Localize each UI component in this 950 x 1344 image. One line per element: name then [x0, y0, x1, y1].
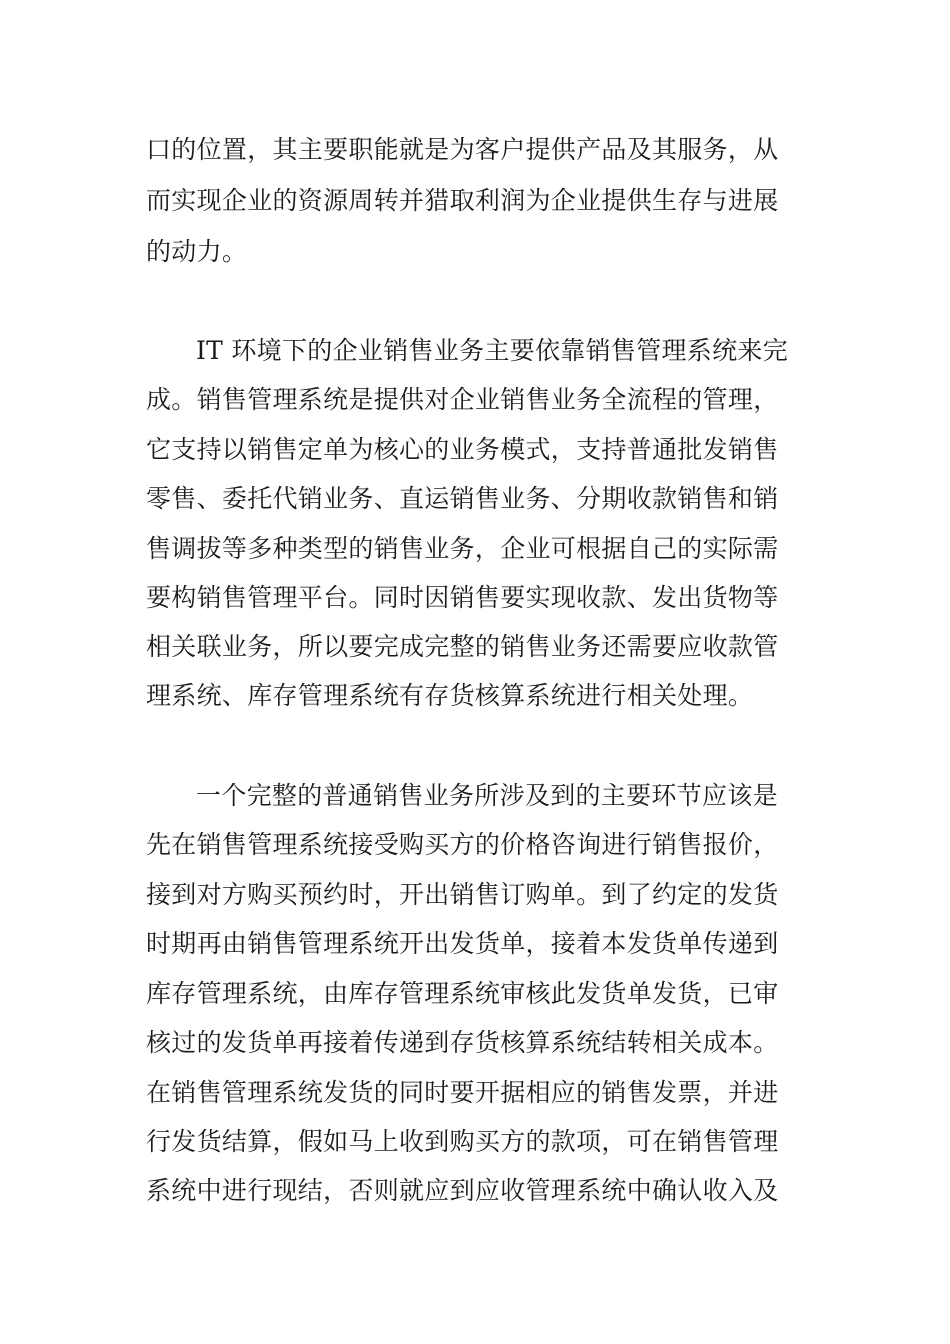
paragraph-line: 售调拔等多种类型的销售业务，企业可根据自己的实际需: [146, 534, 779, 563]
paragraph-line: 它支持以销售定单为核心的业务模式，支持普通批发销售: [146, 435, 779, 464]
paragraph-line: 口的位置，其主要职能就是为客户提供产品及其服务，从: [146, 135, 779, 164]
paragraph-line: 成。销售管理系统是提供对企业销售业务全流程的管理，: [146, 385, 779, 414]
paragraph-line: 系统中进行现结，否则就应到应收管理系统中确认收入及: [146, 1176, 779, 1205]
paragraph-line: 的动力。: [146, 237, 248, 266]
paragraph-line: 在销售管理系统发货的同时要开据相应的销售发票，并进: [146, 1078, 779, 1107]
paragraph-line: 核过的发货单再接着传递到存货核算系统结转相关成本。: [146, 1028, 779, 1057]
paragraph-line: 零售、委托代销业务、直运销售业务、分期收款销售和销: [146, 484, 779, 513]
paragraph-line: 理系统、库存管理系统有存货核算系统进行相关处理。: [146, 681, 754, 710]
paragraph-line: 而实现企业的资源周转并猎取利润为企业提供生存与进展: [146, 186, 779, 215]
paragraph-line: 库存管理系统，由库存管理系统审核此发货单发货，已审: [146, 979, 779, 1008]
paragraph-line: 接到对方购买预约时，开出销售订购单。到了约定的发货: [146, 880, 779, 909]
paragraph-line: IT 环境下的企业销售业务主要依靠销售管理系统来完: [196, 336, 788, 365]
paragraph-line: 相关联业务，所以要完成完整的销售业务还需要应收款管: [146, 632, 779, 661]
paragraph-line: 一个完整的普通销售业务所涉及到的主要环节应该是: [196, 781, 778, 810]
paragraph-line: 行发货结算，假如马上收到购买方的款项，可在销售管理: [146, 1127, 779, 1156]
paragraph-line: 要构销售管理平台。同时因销售要实现收款、发出货物等: [146, 583, 779, 612]
paragraph-line: 先在销售管理系统接受购买方的价格咨询进行销售报价，: [146, 830, 779, 859]
paragraph-line: 时期再由销售管理系统开出发货单，接着本发货单传递到: [146, 929, 779, 958]
